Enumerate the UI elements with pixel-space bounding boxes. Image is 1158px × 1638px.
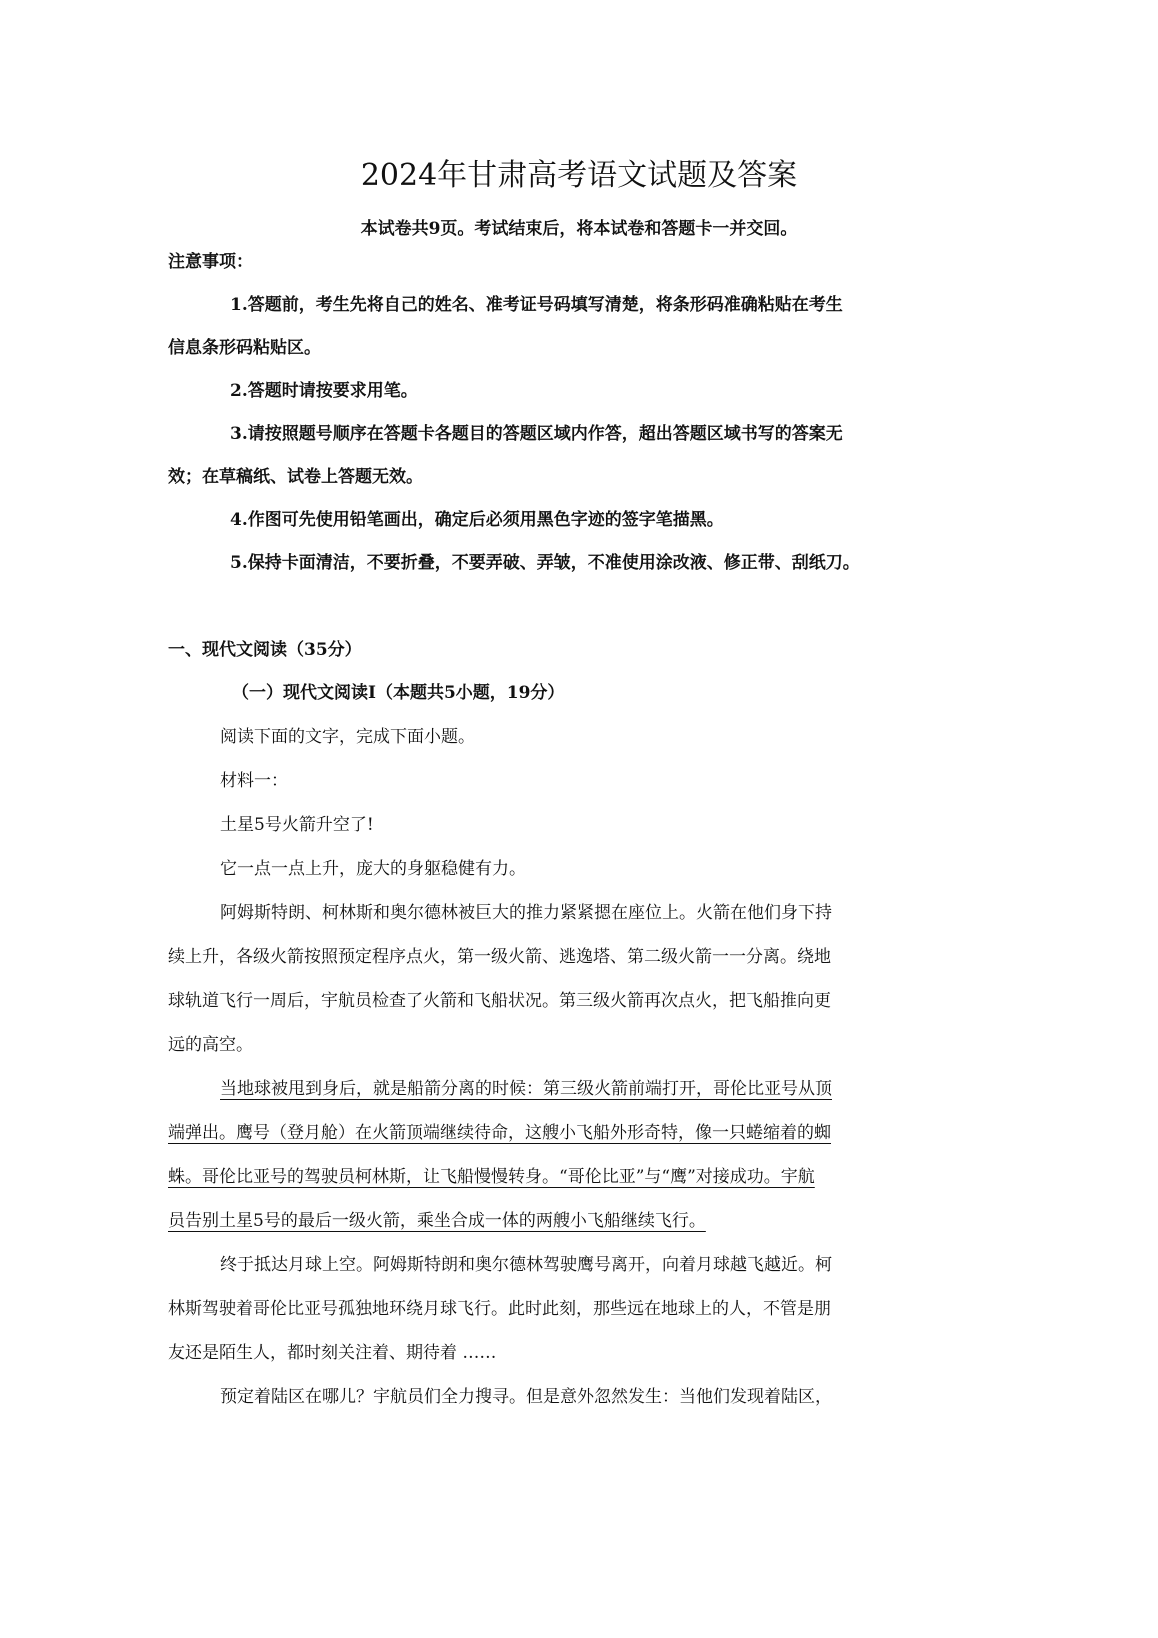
underlined-passage-line: 员告别土星5号的最后一级火箭，乘坐合成一体的两艘小飞船继续飞行。 <box>168 1211 706 1231</box>
notice-heading: 注意事项： <box>168 252 253 272</box>
passage-line: 林斯驾驶着哥伦比亚号孤独地环绕月球飞行。此时此刻，那些远在地球上的人，不管是朋 <box>168 1299 831 1319</box>
notice-item-1: 1.答题前，考生先将自己的姓名、准考证号码填写清楚，将条形码准确粘贴在考生 <box>230 295 843 315</box>
underlined-passage-line: 端弹出。鹰号（登月舱）在火箭顶端继续待命，这艘小飞船外形奇特，像一只蜷缩着的蜘 <box>168 1123 831 1143</box>
instruction-text: 阅读下面的文字，完成下面小题。 <box>220 727 475 747</box>
notice-item-3: 3.请按照题号顺序在答题卡各题目的答题区域内作答，超出答题区域书写的答案无 <box>230 424 843 444</box>
underlined-passage-line: 当地球被甩到身后，就是船箭分离的时候：第三级火箭前端打开，哥伦比亚号从顶 <box>220 1079 832 1099</box>
passage-line: 远的高空。 <box>168 1035 253 1055</box>
passage-line: 终于抵达月球上空。阿姆斯特朗和奥尔德林驾驶鹰号离开，向着月球越飞越近。柯 <box>220 1255 832 1275</box>
passage-line: 它一点一点上升，庞大的身躯稳健有力。 <box>220 859 526 879</box>
exam-subtitle: 本试卷共9页。考试结束后，将本试卷和答题卡一并交回。 <box>360 219 798 239</box>
material-label: 材料一： <box>220 771 288 791</box>
page-title: 2024年甘肃高考语文试题及答案 <box>360 158 798 193</box>
notice-item-5: 5.保持卡面清洁，不要折叠，不要弄破、弄皱，不准使用涂改液、修正带、刮纸刀。 <box>230 553 860 573</box>
notice-item-4: 4.作图可先使用铅笔画出，确定后必须用黑色字迹的签字笔描黑。 <box>230 510 724 530</box>
passage-line: 友还是陌生人，都时刻关注着、期待着 …… <box>168 1343 497 1363</box>
passage-line: 阿姆斯特朗、柯林斯和奥尔德林被巨大的推力紧紧摁在座位上。火箭在他们身下持 <box>220 903 832 923</box>
underlined-passage-line: 蛛。哥伦比亚号的驾驶员柯林斯，让飞船慢慢转身。“哥伦比亚”与“鹰”对接成功。宇航 <box>168 1167 815 1187</box>
notice-item-3-cont: 效；在草稿纸、试卷上答题无效。 <box>168 467 423 487</box>
passage-line: 土星5号火箭升空了! <box>220 815 374 835</box>
passage-line: 预定着陆区在哪儿？宇航员们全力搜寻。但是意外忽然发生：当他们发现着陆区， <box>220 1387 832 1407</box>
passage-line: 续上升，各级火箭按照预定程序点火，第一级火箭、逃逸塔、第二级火箭一一分离。绕地 <box>168 947 831 967</box>
notice-item-2: 2.答题时请按要求用笔。 <box>230 381 418 401</box>
subsection-heading: （一）现代文阅读Ⅰ（本题共5小题，19分） <box>232 683 565 703</box>
notice-item-1-cont: 信息条形码粘贴区。 <box>168 338 321 358</box>
section-heading: 一、现代文阅读（35分） <box>168 640 362 660</box>
passage-line: 球轨道飞行一周后，宇航员检查了火箭和飞船状况。第三级火箭再次点火，把飞船推向更 <box>168 991 831 1011</box>
